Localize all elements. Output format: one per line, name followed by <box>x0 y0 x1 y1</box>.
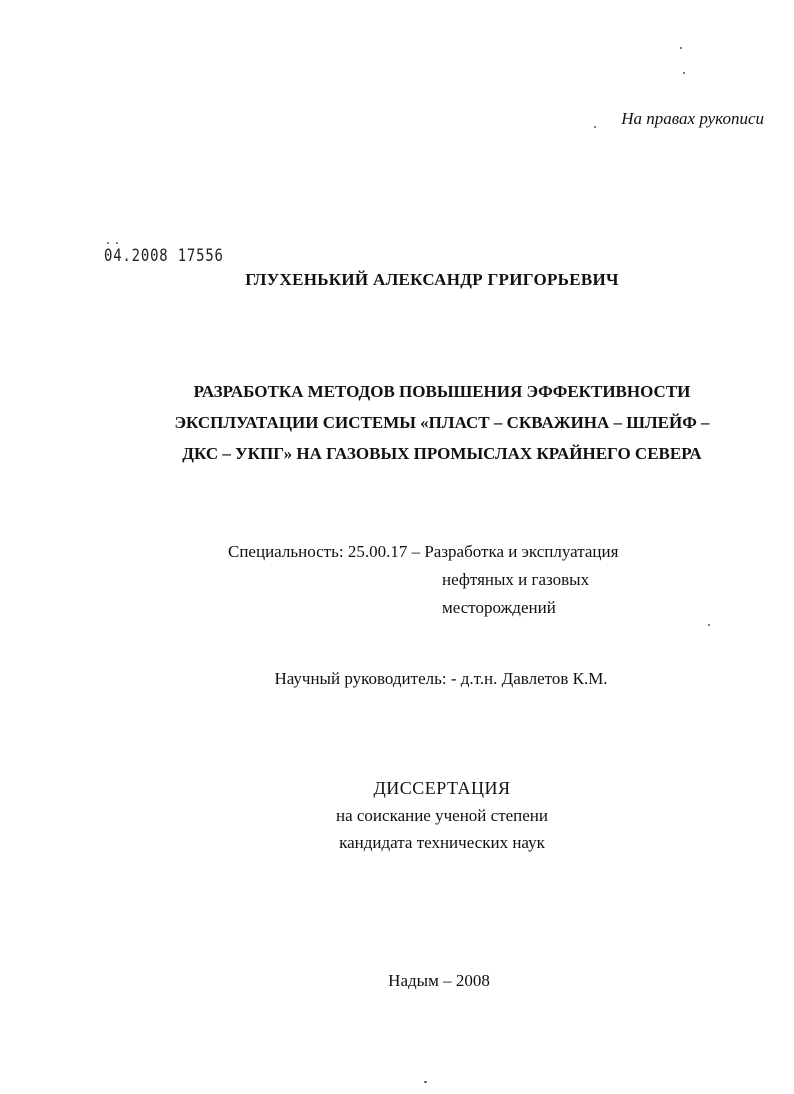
document-number: 04.2008 17556 <box>104 246 224 266</box>
dissertation-heading: ДИССЕРТАЦИЯ <box>373 778 511 798</box>
title-line-1: РАЗРАБОТКА МЕТОДОВ ПОВЫШЕНИЯ ЭФФЕКТИВНОСТИ <box>193 382 691 401</box>
city-year: Надым – 2008 <box>388 971 490 990</box>
author-name: ГЛУХЕНЬКИЙ АЛЕКСАНДР ГРИГОРЬЕВИЧ <box>245 270 619 289</box>
dissertation-title <box>0 376 794 469</box>
dissertation-line-2: кандидата технических наук <box>339 833 545 852</box>
manuscript-note: На правах рукописи <box>621 109 764 128</box>
dissertation-block <box>0 775 794 856</box>
specialty-block <box>228 538 618 622</box>
title-line-3: ДКС – УКПГ» НА ГАЗОВЫХ ПРОМЫСЛАХ КРАЙНЕГО СЕВЕРА <box>182 444 702 463</box>
scan-speck <box>116 242 118 244</box>
title-line-2: ЭКСПЛУАТАЦИИ СИСТЕМЫ «ПЛАСТ – СКВАЖИНА – ШЛЕЙФ – <box>174 413 710 432</box>
specialty-line-1: Специальность: 25.00.17 – Разработка и эксплуатация <box>228 542 619 561</box>
dissertation-line-1: на соискание ученой степени <box>335 806 549 825</box>
specialty-line-3: месторождений <box>442 598 556 617</box>
scan-speck <box>107 242 109 244</box>
supervisor: Научный руководитель: - д.т.н. Давлетов К.М. <box>274 669 608 688</box>
scan-speck <box>594 126 596 128</box>
scan-speck <box>708 624 710 626</box>
scan-speck <box>683 72 685 74</box>
specialty-line-2: нефтяных и газовых <box>442 570 590 589</box>
scan-speck <box>680 47 682 49</box>
scan-speck <box>424 1081 427 1083</box>
